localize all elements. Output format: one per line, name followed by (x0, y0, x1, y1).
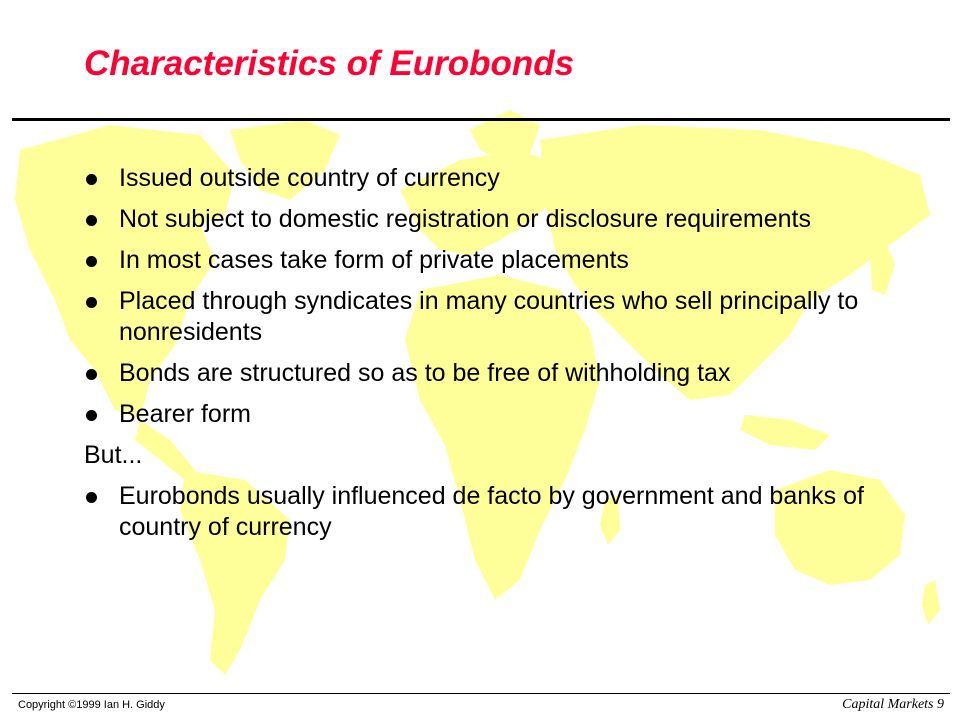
bullet-text: Placed through syndicates in many countries who sell principally to nonresidents (119, 287, 859, 346)
bullet-text: Not subject to domestic registration or disclosure requirements (119, 205, 811, 233)
bullet-item (84, 163, 884, 194)
bullet-item (84, 245, 884, 276)
bullet-dot-icon (86, 410, 97, 421)
bullet-text: In most cases take form of private placements (119, 246, 629, 274)
bullet-text: Eurobonds usually influenced de facto by government and banks of country of currency (119, 482, 864, 541)
copyright-text: Copyright ©1999 Ian H. Giddy (18, 699, 165, 711)
bullet-item (84, 481, 884, 543)
bullet-text: Bearer form (119, 400, 251, 428)
bullet-item (84, 358, 884, 389)
bullet-item (84, 399, 884, 430)
note-text: But... (84, 441, 143, 469)
footer-divider (12, 693, 950, 694)
slide-title: Characteristics of Eurobonds (84, 44, 575, 83)
bullet-item (84, 204, 884, 235)
title-divider (12, 118, 950, 121)
page-label: Capital Markets 9 (842, 697, 944, 712)
bullet-dot-icon (86, 297, 97, 308)
bullet-dot-icon (86, 256, 97, 267)
bullet-dot-icon (86, 215, 97, 226)
bullet-dot-icon (86, 369, 97, 380)
bullet-item (84, 286, 884, 348)
bullet-dot-icon (86, 492, 97, 503)
slide-content (84, 163, 884, 553)
bullet-text: Bonds are structured so as to be free of withholding tax (119, 359, 731, 387)
bullet-dot-icon (86, 174, 97, 185)
bullet-text: Issued outside country of currency (119, 164, 500, 192)
map-new-zealand (922, 580, 940, 625)
